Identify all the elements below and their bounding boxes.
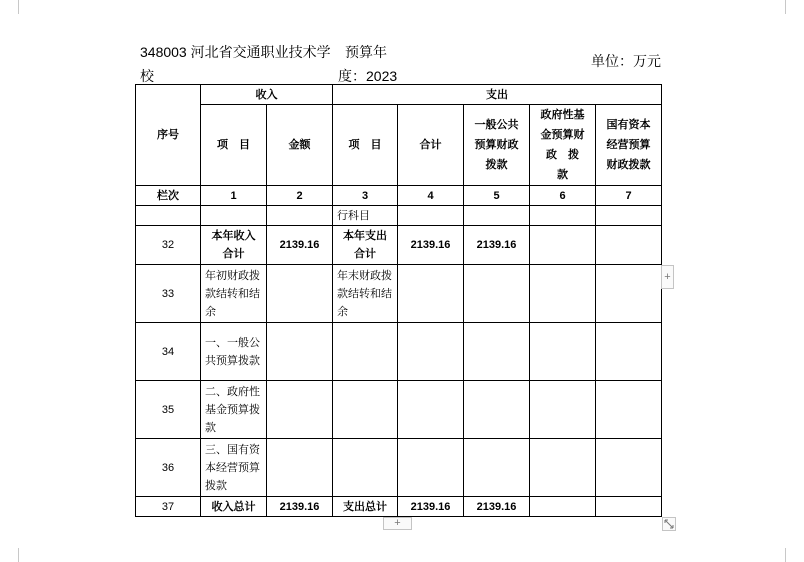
- cell-amount[interactable]: 2139.16: [267, 226, 333, 265]
- cell-amount[interactable]: 2139.16: [267, 497, 333, 517]
- header-total: 合计: [398, 105, 464, 186]
- organization-heading: [140, 40, 331, 88]
- index-cell: 6: [530, 186, 596, 206]
- table-row: [136, 497, 662, 517]
- header-state-capital: 国有资本经营预算财政拨款: [596, 105, 662, 186]
- cell-item-income[interactable]: 收入总计: [201, 497, 267, 517]
- cell-general[interactable]: [464, 323, 530, 381]
- crop-mark: [785, 548, 786, 562]
- index-cell: 2: [267, 186, 333, 206]
- cell-total[interactable]: 2139.16: [398, 497, 464, 517]
- cell-amount[interactable]: [267, 323, 333, 381]
- cell-item-expense[interactable]: 本年支出合计: [333, 226, 398, 265]
- cell-general[interactable]: [464, 439, 530, 497]
- cell-general[interactable]: [464, 381, 530, 439]
- cell-total[interactable]: [398, 381, 464, 439]
- header-expense-group: 支出: [333, 85, 662, 105]
- header-item-expense: 项 目: [333, 105, 398, 186]
- cell-item-expense[interactable]: [333, 323, 398, 381]
- cell-amount[interactable]: [267, 206, 333, 226]
- add-column-button[interactable]: +: [661, 265, 674, 289]
- cell-total[interactable]: [398, 323, 464, 381]
- cell-gov-fund[interactable]: [530, 381, 596, 439]
- cell-item-expense[interactable]: [333, 439, 398, 497]
- cell-gov-fund[interactable]: [530, 265, 596, 323]
- header-amount: 金额: [267, 105, 333, 186]
- table-row: [136, 226, 662, 265]
- cell-amount[interactable]: [267, 265, 333, 323]
- cell-item-expense[interactable]: 行科目: [333, 206, 398, 226]
- header-gov-fund: 政府性基金预算财政 拨 款: [530, 105, 596, 186]
- cell-seq[interactable]: 35: [136, 381, 201, 439]
- cell-state-capital[interactable]: [596, 439, 662, 497]
- budget-year-line-2: 度：2023: [338, 68, 398, 84]
- cell-state-capital[interactable]: [596, 265, 662, 323]
- cell-gov-fund[interactable]: [530, 206, 596, 226]
- cell-seq[interactable]: 32: [136, 226, 201, 265]
- index-cell: 3: [333, 186, 398, 206]
- cell-state-capital[interactable]: [596, 381, 662, 439]
- cell-seq[interactable]: 33: [136, 265, 201, 323]
- index-label: 栏次: [136, 186, 201, 206]
- cell-seq[interactable]: 37: [136, 497, 201, 517]
- header-general-budget: 一般公共预算财政拨款: [464, 105, 530, 186]
- cell-gov-fund[interactable]: [530, 439, 596, 497]
- table-row: [136, 381, 662, 439]
- table-row: [136, 323, 662, 381]
- budget-year-heading: [338, 40, 397, 88]
- crop-mark: [18, 0, 19, 14]
- add-row-button[interactable]: +: [383, 517, 412, 530]
- cell-seq[interactable]: [136, 206, 201, 226]
- table-resize-handle[interactable]: [662, 517, 676, 531]
- resize-arrow-icon: [664, 519, 674, 529]
- cell-total[interactable]: [398, 439, 464, 497]
- cell-item-expense[interactable]: 支出总计: [333, 497, 398, 517]
- cell-gov-fund[interactable]: [530, 226, 596, 265]
- budget-year-line-1: 预算年: [345, 44, 387, 60]
- table-row: [136, 439, 662, 497]
- cell-total[interactable]: [398, 206, 464, 226]
- cell-general[interactable]: 2139.16: [464, 226, 530, 265]
- cell-item-income[interactable]: 二、政府性基金预算拨款: [201, 381, 267, 439]
- header-item-income: 项 目: [201, 105, 267, 186]
- cell-gov-fund[interactable]: [530, 497, 596, 517]
- index-cell: 1: [201, 186, 267, 206]
- cell-state-capital[interactable]: [596, 323, 662, 381]
- cell-gov-fund[interactable]: [530, 323, 596, 381]
- cell-state-capital[interactable]: [596, 497, 662, 517]
- group-header-row: [136, 85, 662, 105]
- cell-amount[interactable]: [267, 381, 333, 439]
- column-header-row: [136, 105, 662, 186]
- cell-state-capital[interactable]: [596, 206, 662, 226]
- unit-label: 单位：万元: [591, 53, 661, 69]
- organization-line-2: 校: [140, 68, 154, 84]
- cell-item-expense[interactable]: [333, 381, 398, 439]
- crop-mark: [18, 548, 19, 562]
- cell-item-expense[interactable]: 年末财政拨款结转和结余: [333, 265, 398, 323]
- table-row: [136, 265, 662, 323]
- cell-general[interactable]: [464, 265, 530, 323]
- organization-line-1: 348003 河北省交通职业技术学: [140, 44, 331, 60]
- index-cell: 4: [398, 186, 464, 206]
- cell-item-income[interactable]: [201, 206, 267, 226]
- index-cell: 7: [596, 186, 662, 206]
- column-index-row: [136, 186, 662, 206]
- header-income-group: 收入: [201, 85, 333, 105]
- cell-total[interactable]: 2139.16: [398, 226, 464, 265]
- cell-total[interactable]: [398, 265, 464, 323]
- cell-item-income[interactable]: 三、国有资本经营预算拨款: [201, 439, 267, 497]
- cell-item-income[interactable]: 本年收入合计: [201, 226, 267, 265]
- cell-item-income[interactable]: 一、一般公共预算拨款: [201, 323, 267, 381]
- header-seq: 序号: [136, 85, 201, 186]
- cell-amount[interactable]: [267, 439, 333, 497]
- cell-seq[interactable]: 36: [136, 439, 201, 497]
- cell-general[interactable]: [464, 206, 530, 226]
- crop-mark: [785, 0, 786, 14]
- table-row: [136, 206, 662, 226]
- cell-seq[interactable]: 34: [136, 323, 201, 381]
- cell-state-capital[interactable]: [596, 226, 662, 265]
- budget-table: [135, 84, 662, 517]
- index-cell: 5: [464, 186, 530, 206]
- cell-item-income[interactable]: 年初财政拨款结转和结余: [201, 265, 267, 323]
- cell-general[interactable]: 2139.16: [464, 497, 530, 517]
